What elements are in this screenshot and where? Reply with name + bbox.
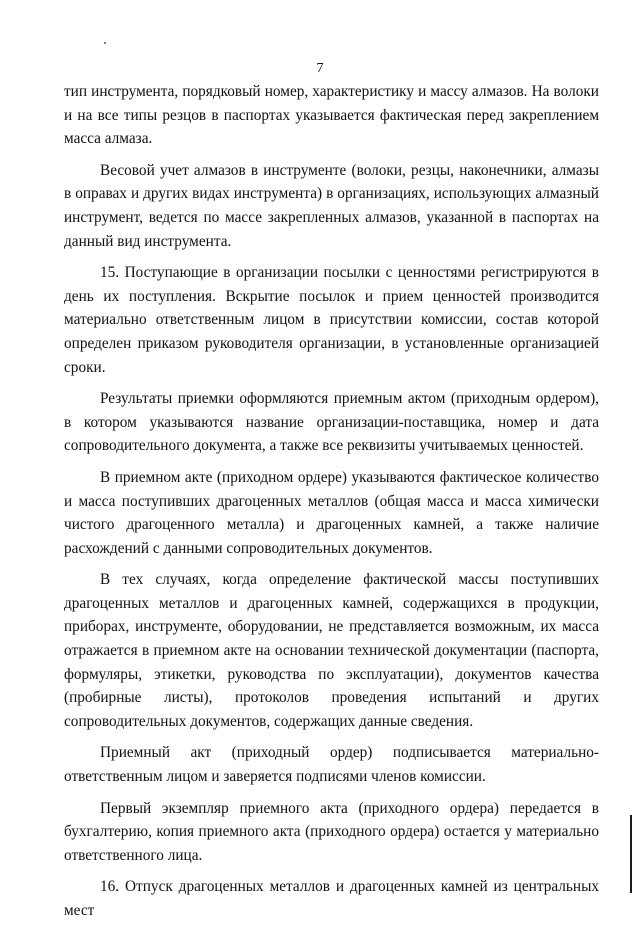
page-number: 7: [316, 61, 324, 76]
paragraph-acceptance-results: Результаты приемки оформляются приемным актом (приходным ордером), в котором указываются название организации-поставщика, номер и дата сопроводительного документа, а также все реквизиты учитываемых ценностей.: [64, 390, 599, 455]
paragraph-acceptance-act-contents: В приемном акте (приходном ордере) указываются фактическое количество и масса поступивших драгоценных металлов (общая масса и масса химически чистого драгоценного металла) и драгоценных камней, а также наличие расхождений с данными сопроводительных документов.: [64, 468, 599, 557]
paragraph-continuation: тип инструмента, порядковый номер, характеристику и массу алмазов. На волоки и на все типы резцов в паспортах указывается фактическая перед закреплением масса алмаза.: [64, 83, 599, 148]
document-body: [64, 80, 599, 931]
paragraph-16-release: 16. Отпуск драгоценных металлов и драгоценных камней из центральных мест: [64, 878, 599, 919]
scan-speck: [104, 42, 106, 44]
paragraph-mass-determination: В тех случаях, когда определение фактической массы поступивших драгоценных металлов и драгоценных камней, содержащихся в продукции, приборах, инструменте, оборудовании, не представляется возможным, их масса отражается в приемном акте на основании технической документации (паспорта, формуляры, этикетки, руководства по эксплуатации), документов качества (пробирные листы), протоколов проведения испытаний и других сопроводительных документов, содержащих данные сведения.: [64, 571, 599, 730]
scan-edge-mark: [630, 815, 632, 893]
paragraph-act-copies: Первый экземпляр приемного акта (приходного ордера) передается в бухгалтерию, копия приемного акта (приходного ордера) остается у материально ответственного лица.: [64, 799, 599, 864]
paragraph-diamond-weight-accounting: Весовой учет алмазов в инструменте (волоки, резцы, наконечники, алмазы в оправах и других видах инструмента) в организациях, использующих алмазный инструмент, ведется по массе закрепленных алмазов, указанной в паспортах на данный вид инструмента.: [64, 161, 599, 250]
paragraph-15-parcel-registration: 15. Поступающие в организации посылки с ценностями регистрируются в день их поступления. Вскрытие посылок и прием ценностей производится материально ответственным лицом в присутствии комиссии, состав которой определен приказом руководителя организации, в установленные организацией сроки.: [64, 264, 599, 376]
paragraph-act-signing: Приемный акт (приходный ордер) подписывается материально-ответственным лицом и заверяется подписями членов комиссии.: [64, 744, 599, 786]
